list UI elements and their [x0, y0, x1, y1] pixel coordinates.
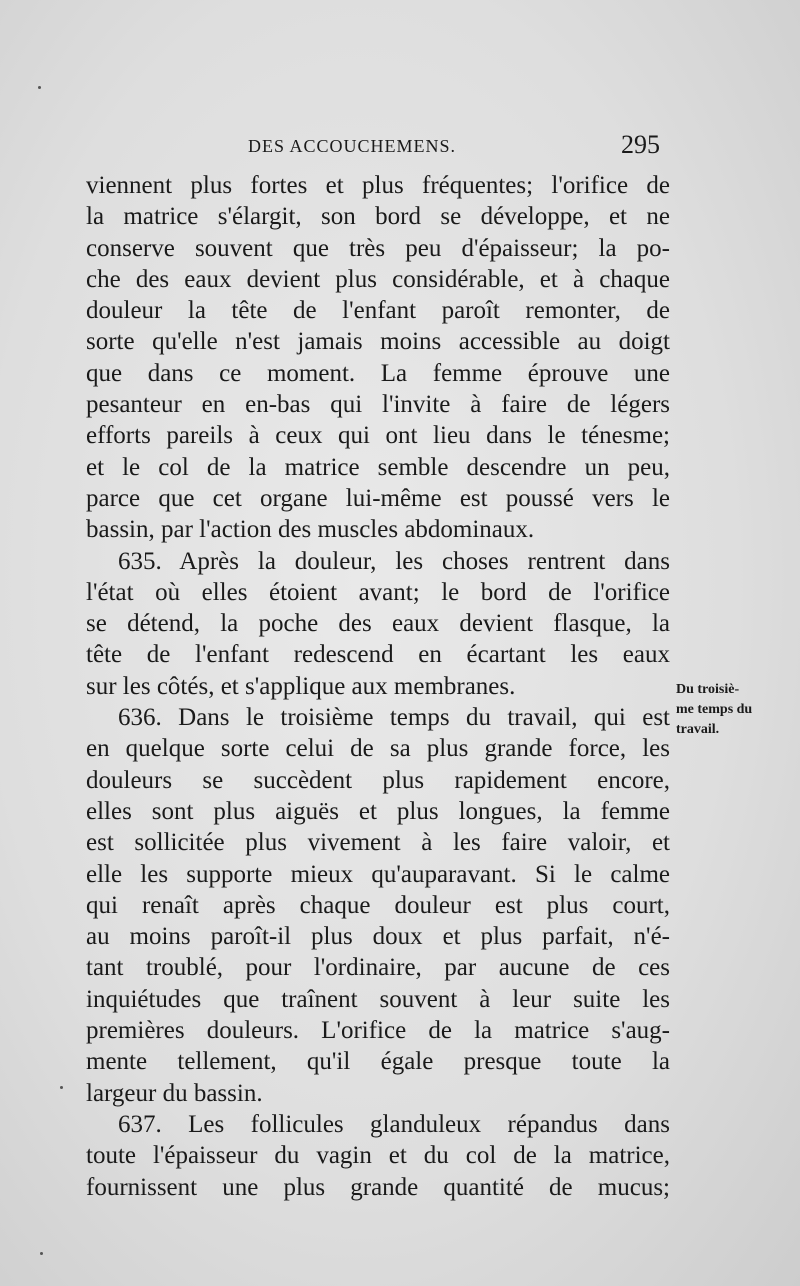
text-line: tant troublé, pour l'ordinaire, par aucune de ces — [86, 954, 670, 982]
text-line: 635. Après la douleur, les choses rentrent dans — [118, 547, 670, 575]
page-header — [88, 130, 660, 166]
paragraph-636 — [86, 702, 670, 1109]
margin-note-line: travail. — [676, 722, 720, 737]
ink-speck — [40, 1252, 43, 1255]
text-line: pesanteur en en-bas qui l'invite à faire de légers — [86, 391, 670, 419]
margin-note-line: me temps du — [676, 702, 753, 717]
margin-note — [676, 680, 796, 740]
margin-note-line: Du troisiè- — [676, 682, 740, 697]
ink-speck — [38, 86, 41, 89]
text-line: sorte qu'elle n'est jamais moins accessible au doigt — [86, 328, 670, 356]
text-line: conserve souvent que très peu d'épaisseur; la po- — [86, 234, 670, 262]
text-line: fournissent une plus grande quantité de mucus; — [86, 1173, 670, 1201]
text-line: en quelque sorte celui de sa plus grande force, les — [86, 735, 670, 763]
text-line: que dans ce moment. La femme éprouve une — [86, 359, 670, 387]
text-line: se détend, la poche des eaux devient flasque, la — [86, 610, 670, 638]
text-line: douleur la tête de l'enfant paroît remonter, de — [86, 297, 670, 325]
text-line: 636. Dans le troisième temps du travail, qui est — [118, 704, 670, 732]
ink-speck — [60, 1086, 63, 1089]
paragraph-637 — [86, 1109, 670, 1203]
text-line: elles sont plus aiguës et plus longues, la femme — [86, 797, 670, 825]
text-line: sur les côtés, et s'applique aux membranes. — [86, 672, 516, 700]
paragraph-continuation — [86, 170, 670, 546]
text-line: elle les supporte mieux qu'auparavant. Si le calme — [86, 860, 670, 888]
text-line: inquiétudes que traînent souvent à leur suite les — [86, 985, 670, 1013]
text-line: douleurs se succèdent plus rapidement encore, — [86, 766, 670, 794]
text-line: tête de l'enfant redescend en écartant les eaux — [86, 641, 670, 669]
text-line: 637. Les follicules glanduleux répandus dans — [118, 1110, 670, 1138]
text-line: au moins paroît-il plus doux et plus parfait, n'é- — [86, 923, 670, 951]
paragraph-635 — [86, 546, 670, 702]
text-line: parce que cet organe lui-même est poussé vers le — [86, 484, 670, 512]
text-line: bassin, par l'action des muscles abdominaux. — [86, 516, 535, 544]
page-number: 295 — [621, 130, 660, 159]
text-line: toute l'épaisseur du vagin et du col de la matrice, — [86, 1142, 670, 1170]
text-line: viennent plus fortes et plus fréquentes; l'orifice de — [86, 172, 670, 199]
text-line: l'état où elles étoient avant; le bord de l'orifice — [86, 578, 670, 606]
text-line: mente tellement, qu'il égale presque toute la — [86, 1048, 670, 1076]
text-line: la matrice s'élargit, son bord se développe, et ne — [86, 203, 670, 231]
text-line: largeur du bassin. — [86, 1079, 263, 1107]
text-line: qui renaît après chaque douleur est plus court, — [86, 891, 670, 919]
text-line: che des eaux devient plus considérable, et à chaque — [86, 265, 670, 293]
text-line: est sollicitée plus vivement à les faire valoir, et — [86, 829, 670, 857]
text-line: et le col de la matrice semble descendre un peu, — [86, 453, 670, 481]
text-line: efforts pareils à ceux qui ont lieu dans le ténesme; — [86, 422, 670, 450]
text-line: premières douleurs. L'orifice de la matrice s'aug- — [86, 1017, 670, 1045]
running-head: DES ACCOUCHEMENS. — [248, 136, 457, 156]
body-text — [86, 170, 670, 1203]
